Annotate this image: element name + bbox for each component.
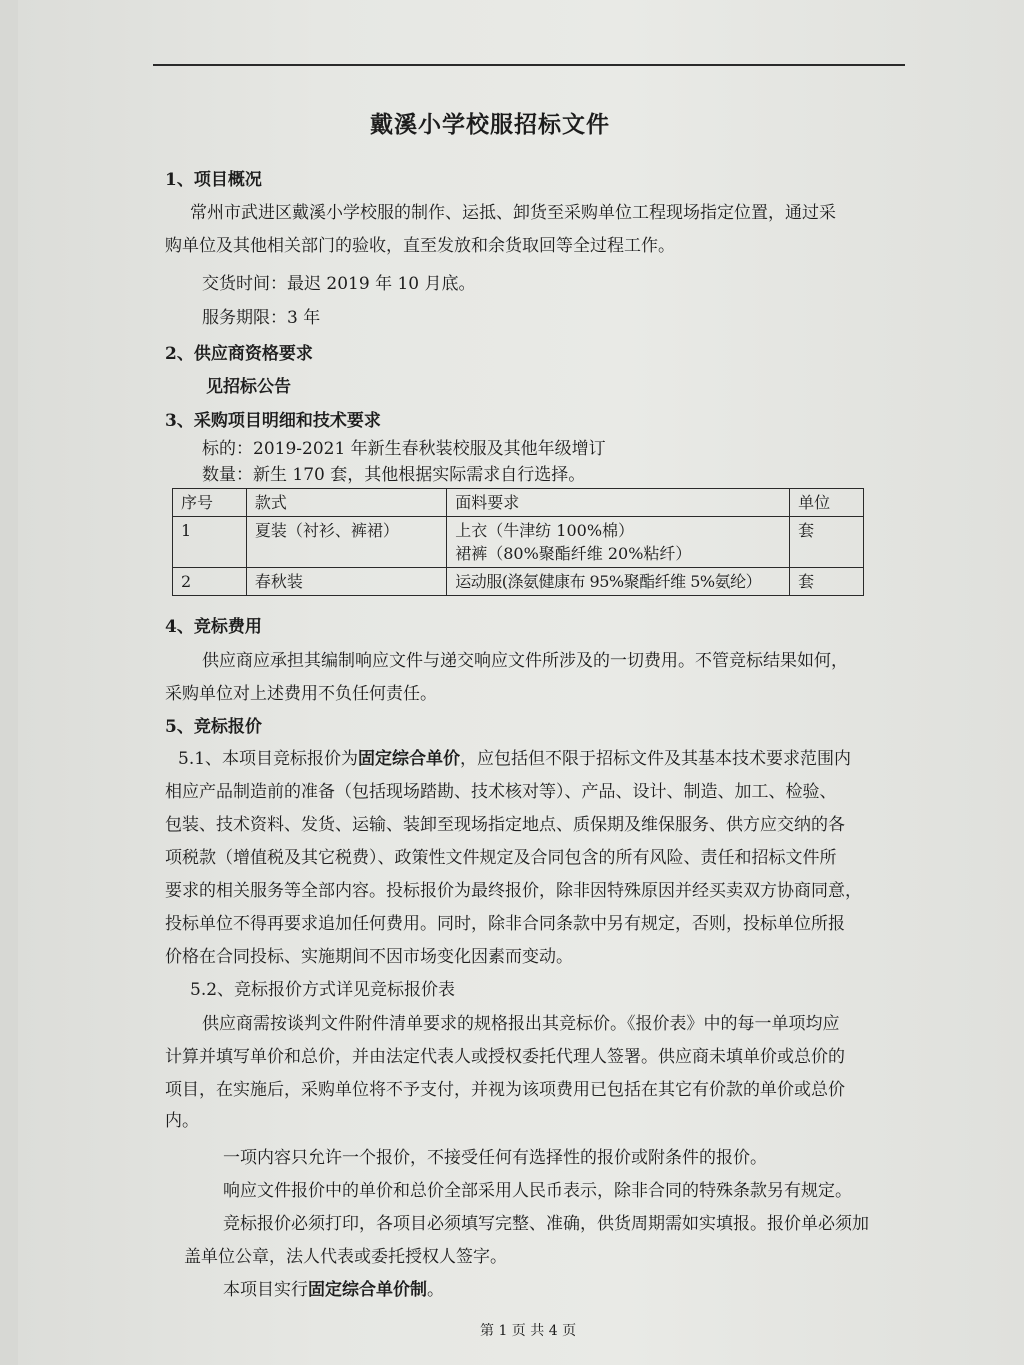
- s5-1-line-5: 要求的相关服务等全部内容。投标报价为最终报价，除非因特殊原因并经买卖双方协商同意，: [165, 881, 862, 901]
- service-period: 服务期限：3 年: [202, 308, 321, 328]
- fixed-unit-price-bold: 固定综合单价: [358, 749, 461, 769]
- s4-line-2: 采购单位对上述费用不负任何责任。: [165, 684, 437, 704]
- procurement-subject: 标的：2019-2021 年新生春秋装校服及其他年级增订: [202, 439, 606, 459]
- s5-1-line-2: 相应产品制造前的准备（包括现场踏勘、技术核对等）、产品、设计、制造、加工、检验、: [165, 782, 837, 802]
- quote-para-line-1: 供应商需按谈判文件附件清单要求的规格报出其竞标价。《报价表》中的每一单项均应: [202, 1014, 840, 1034]
- s5-1-line-6: 投标单位不得再要求追加任何费用。同时，除非合同条款中另有规定，否则，投标单位所报: [165, 914, 845, 934]
- fabric-line: 裙裤（80%聚酯纤维 20%粘纤）: [455, 544, 692, 563]
- s1-paragraph-line-1: 常州市武进区戴溪小学校服的制作、运抵、卸货至采购单位工程现场指定位置，通过采: [190, 203, 836, 223]
- cell-style: 春秋装: [246, 568, 446, 596]
- page-number-footer: 第 1 页 共 4 页: [480, 1323, 577, 1339]
- print-rule-line-2: 盖单位公章，法人代表或委托授权人签字。: [184, 1247, 507, 1267]
- s5-1-line-4: 项税款（增值税及其它税费）、政策性文件规定及合同包含的所有风险、责任和招标文件所: [165, 848, 837, 868]
- quote-para-line-3: 项目，在实施后，采购单位将不予支付，并视为该项费用已包括在其它有价款的单价或总价: [165, 1080, 845, 1100]
- fixed-price-post: 。: [427, 1280, 444, 1300]
- header-cell: 款式: [246, 489, 446, 517]
- spec-table: [172, 488, 864, 596]
- cell-style: 夏装（衬衫、裤裙）: [246, 517, 446, 568]
- s5-1-line-3: 包装、技术资料、发货、运输、装卸至现场指定地点、质保期及维保服务、供方应交纳的各: [165, 815, 845, 835]
- document-page: [18, 0, 1024, 1365]
- cell-unit: 套: [790, 517, 864, 568]
- s5-2-heading: 5.2、竞标报价方式详见竞标报价表: [190, 980, 456, 1000]
- section-2-heading: 2、供应商资格要求: [165, 344, 313, 364]
- cell-unit: 套: [790, 568, 864, 596]
- table-header-row: [173, 489, 864, 517]
- section-3-heading: 3、采购项目明细和技术要求: [165, 411, 381, 431]
- fixed-price-pre: 本项目实行: [223, 1280, 308, 1300]
- table-row: [173, 568, 864, 596]
- s5-1-line-7: 价格在合同投标、实施期间不因市场变化因素而变动。: [165, 947, 573, 967]
- cell-no: 1: [173, 517, 247, 568]
- fixed-price-bold: 固定综合单价制: [308, 1280, 427, 1300]
- quote-para-line-4: 内。: [165, 1111, 199, 1131]
- s1-paragraph-line-2: 购单位及其他相关部门的验收，直至发放和余货取回等全过程工作。: [165, 236, 675, 256]
- s5-1-post: ，应包括但不限于招标文件及其基本技术要求范围内: [460, 749, 852, 769]
- header-cell: 序号: [173, 489, 247, 517]
- s5-1-line-1: [178, 746, 851, 772]
- section-5-heading: 5、竞标报价: [165, 717, 262, 737]
- s4-line-1: 供应商应承担其编制响应文件与递交响应文件所涉及的一切费用。不管竞标结果如何，: [202, 651, 848, 671]
- document-title: 戴溪小学校服招标文件: [370, 111, 610, 138]
- header-rule: [153, 64, 905, 66]
- header-cell: 面料要求: [447, 489, 790, 517]
- section-1-heading: 1、项目概况: [165, 170, 262, 190]
- fixed-price-rule: [223, 1277, 444, 1303]
- cell-no: 2: [173, 568, 247, 596]
- cell-fabric: 运动服(涤氨健康布 95%聚酯纤维 5%氨纶）: [447, 568, 790, 596]
- s5-1-pre: 5.1、本项目竞标报价为: [178, 749, 359, 769]
- rmb-rule: 响应文件报价中的单价和总价全部采用人民币表示，除非合同的特殊条款另有规定。: [223, 1181, 852, 1201]
- single-quote-rule: 一项内容只允许一个报价，不接受任何有选择性的报价或附条件的报价。: [223, 1148, 767, 1168]
- delivery-time: 交货时间：最迟 2019 年 10 月底。: [202, 274, 476, 294]
- section-4-heading: 4、竞标费用: [165, 617, 262, 637]
- fabric-line: 上衣（牛津纺 100%棉）: [455, 521, 635, 540]
- s2-text: 见招标公告: [206, 377, 291, 397]
- header-cell: 单位: [790, 489, 864, 517]
- procurement-quantity: 数量：新生 170 套，其他根据实际需求自行选择。: [202, 465, 586, 485]
- table-row: [173, 517, 864, 568]
- cell-fabric: [447, 517, 790, 568]
- quote-para-line-2: 计算并填写单价和总价，并由法定代表人或授权委托代理人签署。供应商未填单价或总价的: [165, 1047, 845, 1067]
- print-rule-line-1: 竞标报价必须打印，各项目必须填写完整、准确，供货周期需如实填报。报价单必须加: [223, 1214, 869, 1234]
